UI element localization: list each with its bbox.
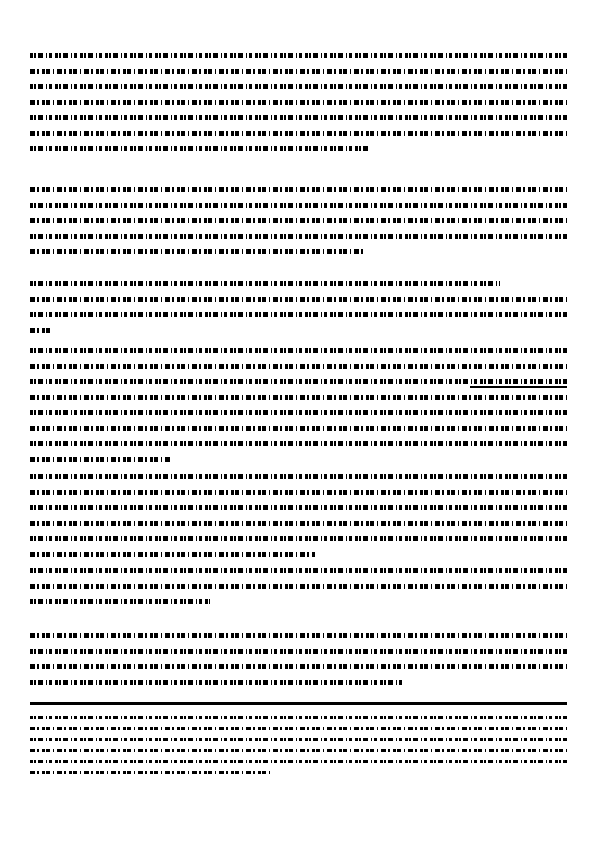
text-line: [30, 146, 370, 151]
inline-underline-rule: [470, 386, 567, 388]
text-line: [30, 328, 50, 333]
text-line: [30, 297, 567, 302]
text-line: [30, 312, 567, 317]
text-line: [30, 410, 567, 415]
paragraph-2: [30, 187, 567, 265]
text-line: [30, 218, 567, 223]
text-line: [30, 649, 567, 654]
text-line: [30, 131, 567, 136]
text-line: [30, 680, 405, 685]
text-line: [30, 474, 567, 479]
text-line: [30, 505, 567, 510]
footnote-line: [30, 749, 567, 752]
text-line: [30, 490, 567, 495]
text-line: [30, 633, 567, 638]
text-line: [30, 584, 567, 589]
text-line: [30, 568, 567, 573]
footnote-line: [30, 760, 567, 763]
footnote-line: [30, 738, 567, 741]
text-line: [30, 187, 567, 192]
paragraph-5: [30, 474, 567, 567]
footnote-block: [30, 716, 567, 782]
paragraph-7: [30, 633, 567, 695]
text-line: [30, 395, 567, 400]
text-line: [30, 100, 567, 105]
footnote-line: [30, 716, 567, 719]
paragraph-3: [30, 281, 567, 343]
text-line: [30, 552, 315, 557]
text-line: [30, 348, 567, 353]
text-line: [30, 536, 567, 541]
paragraph-6: [30, 568, 567, 615]
paragraph-4: [30, 348, 567, 472]
text-line: [30, 249, 365, 254]
text-line: [30, 599, 210, 604]
text-line: [30, 53, 567, 58]
text-line: [30, 69, 567, 74]
footnote-separator-rule: [30, 702, 567, 705]
text-line: [30, 364, 567, 369]
footnote-line: [30, 727, 567, 730]
text-line: [30, 664, 567, 669]
text-line: [30, 441, 567, 446]
text-line: [30, 379, 567, 384]
text-line: [30, 281, 500, 286]
footnote-line: [30, 771, 270, 774]
text-line: [30, 426, 567, 431]
text-line: [30, 115, 567, 120]
text-line: [30, 203, 567, 208]
text-line: [30, 234, 567, 239]
text-line: [30, 84, 567, 89]
text-line: [30, 521, 567, 526]
paragraph-1: [30, 53, 567, 162]
text-line: [30, 457, 170, 462]
